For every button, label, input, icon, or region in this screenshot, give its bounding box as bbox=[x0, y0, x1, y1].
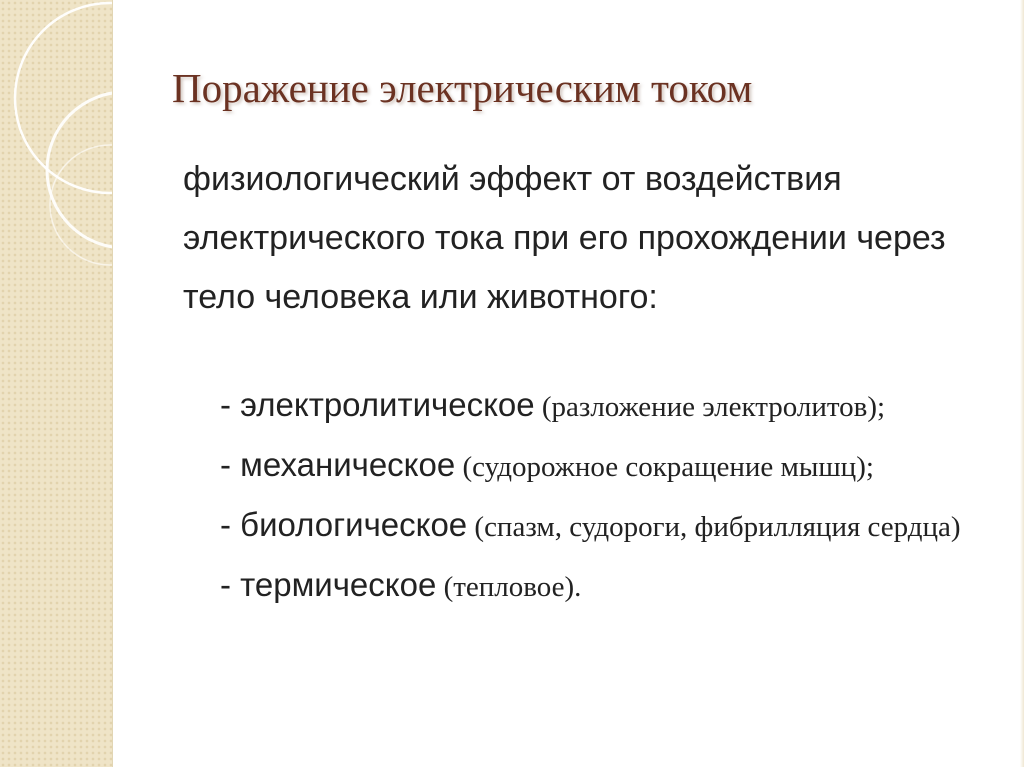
effect-item-electrolytic bbox=[220, 378, 990, 438]
effect-dash: - bbox=[220, 566, 241, 603]
band-divider bbox=[112, 0, 113, 767]
effect-detail: (разложение электролитов); bbox=[534, 391, 886, 423]
effect-term: биологическое bbox=[240, 506, 468, 543]
effects-list bbox=[220, 378, 990, 618]
effect-detail: (судорожное сокращение мышц); bbox=[455, 451, 874, 483]
effect-term: термическое bbox=[240, 566, 437, 603]
decorative-side-band bbox=[0, 0, 112, 767]
effect-detail: (спазм, судороги, фибрилляция сердца) bbox=[467, 511, 961, 543]
effect-detail: (тепловое). bbox=[436, 571, 582, 603]
effect-dash: - bbox=[220, 386, 241, 423]
effect-dash: - bbox=[220, 506, 241, 543]
effect-item-biological bbox=[220, 498, 990, 558]
effect-item-thermal bbox=[220, 558, 990, 618]
effect-term: механическое bbox=[240, 446, 456, 483]
slide-title: Поражение электрическим током bbox=[172, 65, 753, 111]
right-edge-shade bbox=[1020, 0, 1024, 767]
effect-term: электролитическое bbox=[240, 386, 535, 423]
effect-dash: - bbox=[220, 446, 241, 483]
definition-text: физиологический эффект от воздействия электрического тока при его прохождении через тело человека или животного: bbox=[183, 160, 946, 316]
decorative-circles bbox=[0, 0, 112, 767]
effect-item-mechanical bbox=[220, 438, 990, 498]
